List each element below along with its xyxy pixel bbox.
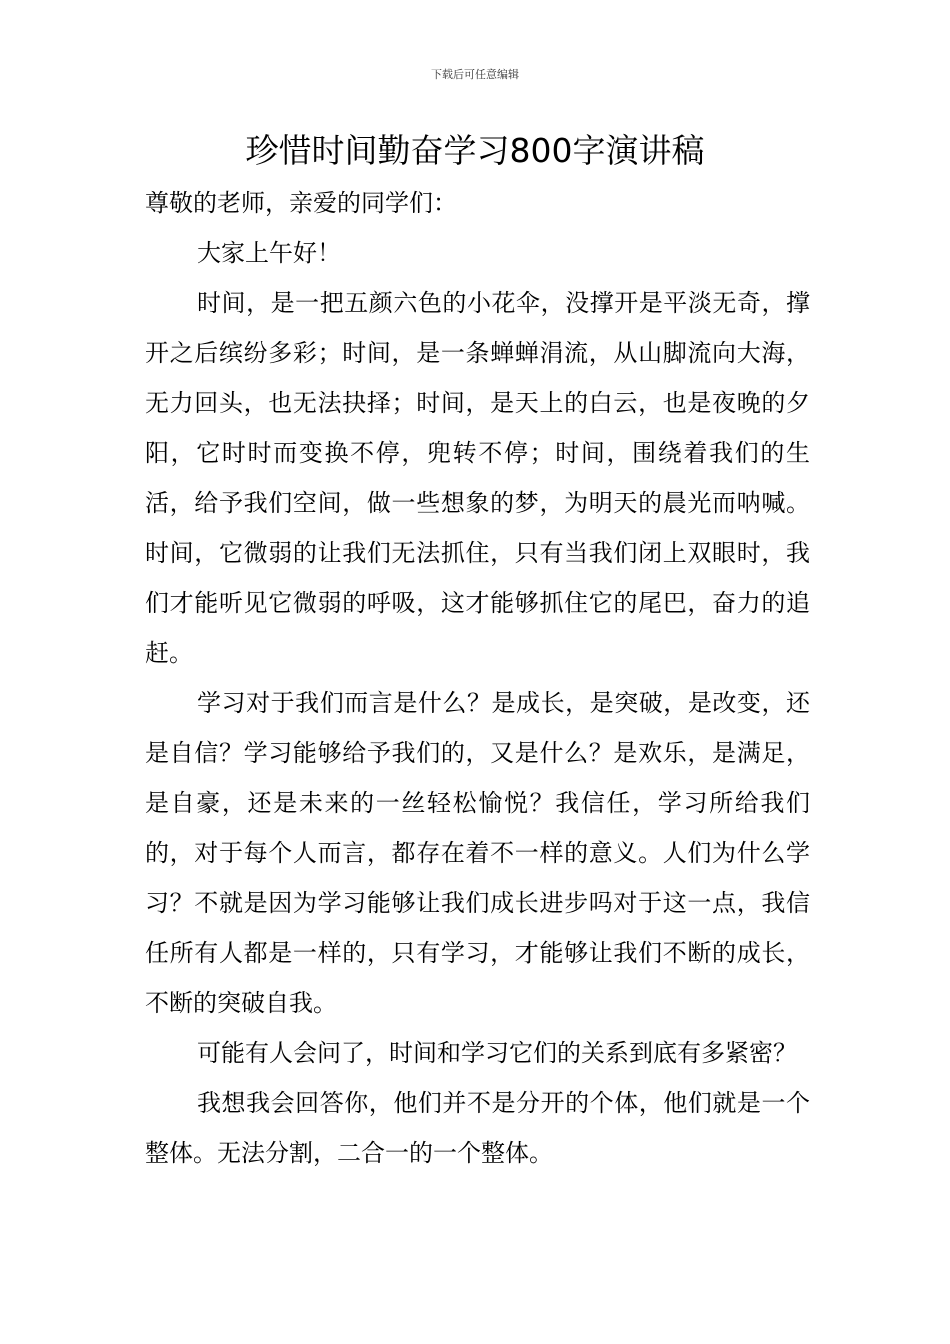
paragraph-learning: 学习对于我们而言是什么？是成长，是突破，是改变，还是自信？学习能够给予我们的，又是什么？是欢乐，是满足，是自豪，还是未来的一丝轻松愉悦？我信任，学习所给我们的，对于每个人而言，都存在着不一样的意义。人们为什么学习？不就是因为学习能够让我们成长进步吗对于这一点，我信任所有人都是一样的，只有学习，才能够让我们不断的成长，不断的突破自我。 bbox=[145, 689, 810, 1017]
document-body bbox=[145, 178, 810, 1178]
paragraph-greeting: 大家上午好！ bbox=[197, 239, 341, 267]
paragraph-answer: 我想我会回答你，他们并不是分开的个体，他们就是一个整体。无法分割，二合一的一个整体。 bbox=[145, 1089, 810, 1167]
header-note: 下载后可任意编辑 bbox=[431, 68, 519, 81]
paragraph-time: 时间，是一把五颜六色的小花伞，没撑开是平淡无奇，撑开之后缤纷多彩；时间，是一条蝉蝉涓流，从山脚流向大海，无力回头，也无法抉择；时间，是天上的白云，也是夜晚的夕阳，它时时而变换不停，兜转不停；时间，围绕着我们的生活，给予我们空间，做一些想象的梦，为明天的晨光而呐喊。时间，它微弱的让我们无法抓住，只有当我们闭上双眼时，我们才能听见它微弱的呼吸，这才能够抓住它的尾巴，奋力的追赶。 bbox=[145, 289, 810, 667]
document-title: 珍惜时间勤奋学习800字演讲稿 bbox=[245, 131, 705, 170]
salutation: 尊敬的老师，亲爱的同学们： bbox=[145, 189, 457, 217]
paragraph-question: 可能有人会问了，时间和学习它们的关系到底有多紧密？ bbox=[197, 1039, 797, 1067]
